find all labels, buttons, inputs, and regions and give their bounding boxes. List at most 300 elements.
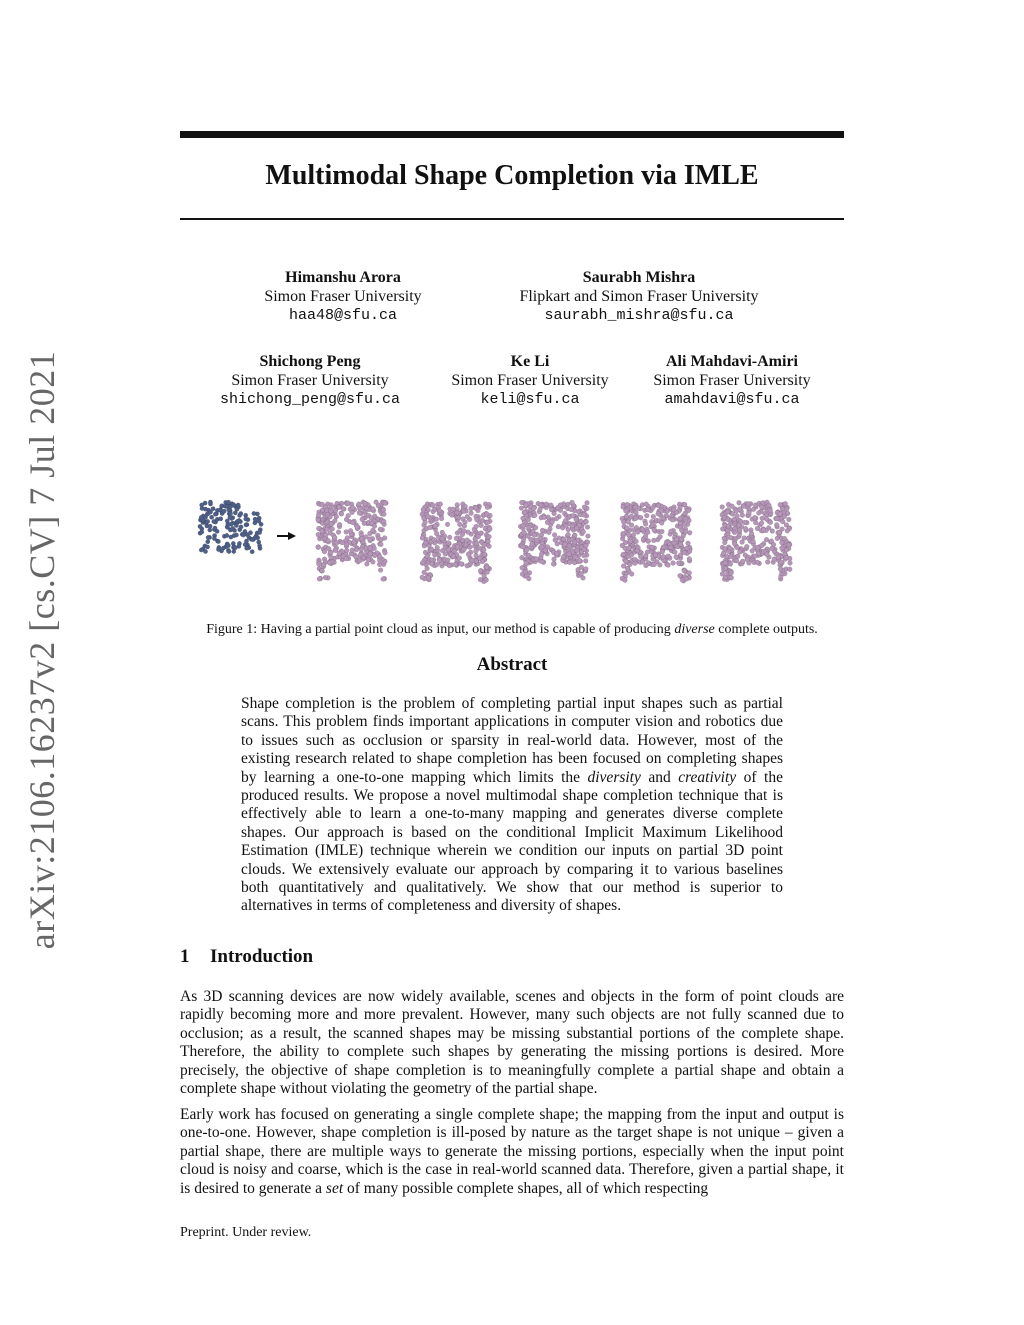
point [382,512,387,517]
point [434,517,439,522]
point [355,525,360,530]
point [734,558,739,563]
point [465,514,470,519]
point [765,552,770,557]
point [359,536,364,541]
point [350,510,355,515]
point [199,515,203,519]
point [521,516,526,521]
point [334,514,339,519]
point [585,525,590,530]
point [633,516,638,521]
point [464,542,469,547]
point [772,557,777,562]
point [579,571,584,576]
point [552,533,557,538]
author-block [632,352,832,409]
point [219,517,223,521]
point [638,515,643,520]
point [466,552,471,557]
point [527,576,532,581]
point [725,509,730,514]
point [682,550,687,555]
point [485,520,490,525]
point [222,509,226,513]
point [317,577,322,582]
point [669,529,674,534]
point [755,560,760,565]
point [379,542,384,547]
point [323,575,328,580]
point [584,519,589,524]
point [751,539,756,544]
point [454,536,459,541]
point [722,536,727,541]
point [530,542,535,547]
point [564,524,569,529]
point [749,531,754,536]
point [520,565,525,570]
point [451,554,456,559]
point [573,555,578,560]
point [753,520,758,525]
point [225,533,229,537]
point [778,512,783,517]
point [339,512,344,517]
point [538,507,543,512]
point [460,532,465,537]
point [447,535,452,540]
point [378,568,383,573]
point [244,523,248,527]
point [740,540,745,545]
point [644,502,649,507]
point [316,513,321,518]
point [203,507,207,511]
point [229,522,233,526]
point [745,557,750,562]
point [651,505,656,510]
point [469,506,474,511]
point [625,526,630,531]
point [581,529,586,534]
point [547,530,552,535]
point [257,544,261,548]
point [686,508,691,513]
author-email: amahdavi@sfu.ca [664,391,800,408]
point [372,553,377,558]
point [780,527,785,532]
point [327,560,332,565]
point [248,531,252,535]
point [485,570,490,575]
author-block [430,352,630,409]
point [440,530,445,535]
point [526,534,531,539]
point [659,521,664,526]
point [525,547,530,552]
point [420,575,425,580]
point [452,549,457,554]
point [523,503,528,508]
point [674,555,679,560]
point [728,554,733,559]
point [329,555,334,560]
point [245,546,249,550]
point [370,528,375,533]
point [344,556,349,561]
completed-point-cloud [316,500,389,582]
point [729,575,734,580]
point [683,517,688,522]
point [553,538,558,543]
point [465,538,470,543]
point [570,523,575,528]
point [782,536,787,541]
point [383,550,388,555]
point [455,510,460,515]
point [651,514,656,519]
point [533,525,538,530]
point [320,568,325,573]
point [561,555,566,560]
author-name: Saurabh Mishra [582,269,696,286]
point [740,559,745,564]
point [348,528,353,533]
point [770,546,775,551]
point [679,537,684,542]
point [426,514,431,519]
point [650,523,655,528]
point [633,505,638,510]
point [780,506,785,511]
point [425,566,430,571]
point [329,550,334,555]
point [737,528,742,533]
point [369,516,374,521]
point [317,562,322,567]
point [332,535,337,540]
point [485,505,490,510]
point [208,500,212,504]
point [685,546,690,551]
point [539,545,544,550]
point [364,535,369,540]
point [784,548,789,553]
point [652,562,657,567]
point [566,532,571,537]
point [420,536,425,541]
point [481,547,486,552]
point [737,500,742,505]
point [447,563,452,568]
point [550,519,555,524]
point [665,509,670,514]
point [725,528,730,533]
point [322,549,327,554]
point [469,511,474,516]
point [660,529,665,534]
point [473,506,478,511]
point [673,550,678,555]
point [751,507,756,512]
point [429,562,434,567]
point [726,549,731,554]
point [684,577,689,582]
point [572,560,577,565]
point [635,548,640,553]
point [478,568,483,573]
author-block [243,268,443,325]
point [624,514,629,519]
author-affiliation: Simon Fraser University [231,372,389,389]
point [316,545,321,550]
point [638,554,643,559]
point [346,501,351,506]
point [252,511,256,515]
point [571,513,576,518]
point [768,520,773,525]
point [728,562,733,567]
point [735,514,740,519]
point [720,505,725,510]
title-rule-top [180,131,844,138]
point [534,538,539,543]
abstract-heading: Abstract [476,654,548,675]
point [462,524,467,529]
point [759,505,764,510]
point [379,537,384,542]
point [532,533,537,538]
point [778,567,783,572]
point [625,502,630,507]
author-email: haa48@sfu.ca [288,307,398,324]
point [785,528,790,533]
point [234,533,238,537]
point [350,548,355,553]
point [634,539,639,544]
footer-note: Preprint. Under review. [180,1225,312,1240]
point [360,517,365,522]
point [627,546,632,551]
point [747,510,752,515]
point [212,536,216,540]
completed-point-cloud [620,502,692,584]
point [579,565,584,570]
point [428,525,433,530]
point [381,577,386,582]
point [660,549,665,554]
point [519,555,524,560]
point [359,547,364,552]
point [768,508,773,513]
point [368,551,373,556]
point [633,561,638,566]
point [325,527,330,532]
title-rule-bottom [180,218,844,220]
point [729,571,734,576]
point [544,502,549,507]
point [250,550,254,554]
point [567,552,572,557]
point [522,530,527,535]
point [432,537,437,542]
point [445,558,450,563]
point [233,546,237,550]
point [433,524,438,529]
point [661,516,666,521]
intro-paragraph: Early work has focused on generating a single complete shape; the mapping from the input and output is one-to-one. However, shape completion is ill-posed by nature as the target shape is not unique – given a partial shape, there are multiple ways to generate the missing portions, especially when the input point cloud is noisy and coarse, which is the case in real-world scanned data. Therefore, given a partial shape, it is desired to generate a set of many possible complete shapes, all of which respecting [180,1106,844,1197]
point [231,526,235,530]
point [752,515,757,520]
point [198,524,202,528]
point [778,560,783,565]
point [765,560,770,565]
point [623,559,628,564]
point [474,517,479,522]
point [337,522,342,527]
point [756,511,761,516]
point [457,522,462,527]
point [548,503,553,508]
point [575,548,580,553]
point [522,510,527,515]
arrow-icon [277,532,296,540]
point [623,578,628,583]
point [473,537,478,542]
point [764,537,769,542]
point [585,500,590,505]
author-block [200,352,420,409]
point [542,515,547,520]
partial-point-cloud [198,500,263,554]
point [226,500,230,504]
point [451,507,456,512]
point [621,531,626,536]
point [208,524,212,528]
point [216,547,220,551]
point [534,557,539,562]
point [671,561,676,566]
author-affiliation: Simon Fraser University [653,372,811,389]
point [325,512,330,517]
point [459,561,464,566]
point [687,571,692,576]
point [378,527,383,532]
point [337,505,342,510]
point [735,554,740,559]
author-affiliation: Flipkart and Simon Fraser University [519,288,759,305]
author-name: Himanshu Arora [285,269,401,286]
point [239,511,243,515]
author-email: saurabh_mishra@sfu.ca [544,307,734,324]
point [346,513,351,518]
point [620,543,625,548]
point [235,507,239,511]
point [244,517,248,521]
point [363,502,368,507]
point [555,551,560,556]
point [743,526,748,531]
point [621,564,626,569]
point [421,560,426,565]
point [786,542,791,547]
point [199,548,203,552]
point [730,504,735,509]
point [218,508,222,512]
point [576,509,581,514]
point [350,506,355,511]
author-email: shichong_peng@sfu.ca [219,391,401,408]
point [782,514,787,519]
point [446,547,451,552]
point [658,534,663,539]
figure-caption: Figure 1: Having a partial point cloud as input, our method is capable of producing diverse complete outputs. [206,622,818,637]
point [371,507,376,512]
point [340,540,345,545]
point [435,545,440,550]
point [358,552,363,557]
point [324,532,329,537]
point [726,524,731,529]
point [446,541,451,546]
point [628,539,633,544]
point [582,553,587,558]
point [774,523,779,528]
point [554,516,559,521]
point [621,520,626,525]
point [538,503,543,508]
author-block [489,268,789,325]
point [539,552,544,557]
point [434,562,439,567]
point [678,521,683,526]
point [722,515,727,520]
point [239,525,243,529]
point [676,561,681,566]
point [226,543,230,547]
author-affiliation: Simon Fraser University [264,288,422,305]
point [730,512,735,517]
point [687,557,692,562]
abstract-text: Shape completion is the problem of completing partial input shapes such as partial scans. This problem finds important applications in computer vision and robotics due to issues such as occlusion or sparsity in real-world data. However, most of the existing research related to shape completion has been focused on completing shapes by learning a one-to-one mapping which limits the diversity and creativity of the produced results. We propose a novel multimodal shape completion technique that is effectively able to learn a one-to-many mapping and generates diverse complete shapes. Our approach is based on the conditional Implicit Maximum Likelihood Estimation (IMLE) technique wherein we condition our inputs on partial 3D point clouds. We extensively evaluate our approach by comparing it to various baselines both quantitatively and qualitatively. We show that our method is superior to alternatives in terms of completeness and diversity of shapes. [241,695,783,915]
point [480,559,485,564]
point [374,500,379,505]
point [203,549,207,553]
point [423,540,428,545]
point [755,545,760,550]
point [364,506,369,511]
author-affiliation: Simon Fraser University [451,372,609,389]
completed-point-cloud [420,502,493,584]
point [687,530,692,535]
point [567,560,572,565]
point [519,506,524,511]
point [780,546,785,551]
point [440,536,445,541]
point [586,534,591,539]
author-name: Shichong Peng [259,353,361,370]
point [631,533,636,538]
point [651,538,656,543]
author-name: Ali Mahdavi-Amiri [666,353,798,370]
author-email: keli@sfu.ca [480,391,580,408]
point [213,512,217,516]
point [661,545,666,550]
point [352,540,357,545]
point [741,504,746,509]
point [584,543,589,548]
